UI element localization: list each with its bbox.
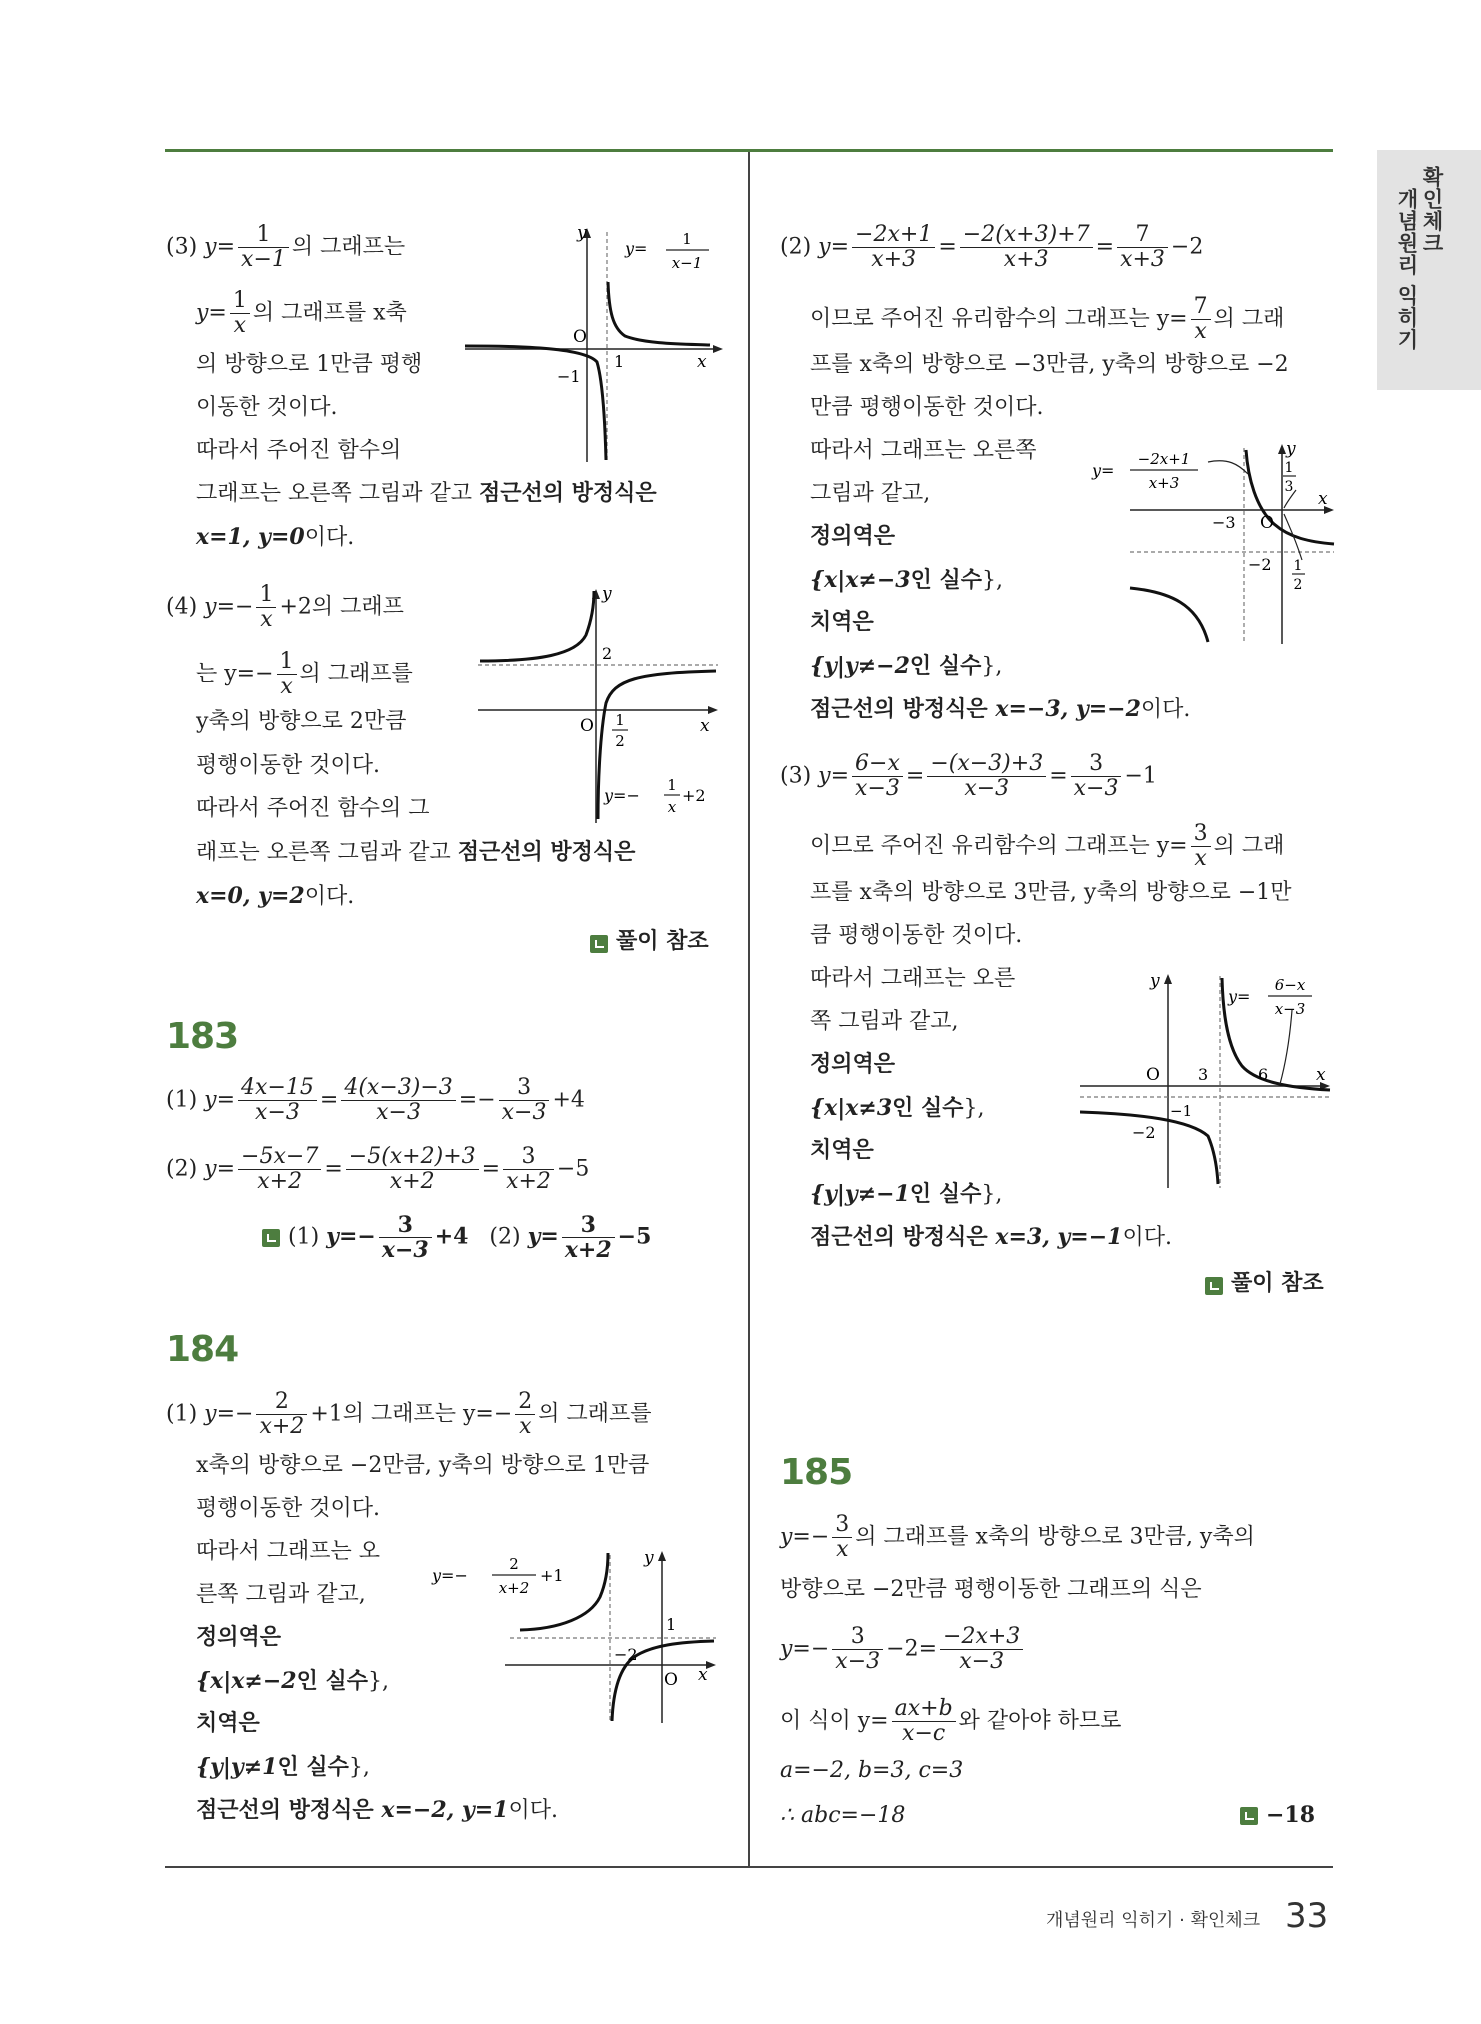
svg-text:−1: −1 [1170,1102,1193,1120]
svg-text:3: 3 [1284,479,1294,495]
p182-4-line7: x=0, y=2이다. [196,883,355,909]
axis-y-label: y [577,223,587,243]
p182r-3-line7: 정의역은 [810,1052,896,1077]
p183-answer: (1) y=− $\frac{3}{x-3}$ +4 (2) y= $\frac{3}{x+2}$ −5 [262,1213,651,1262]
p184-line9: {y|y≠1인 실수}, [196,1754,370,1780]
svg-text:−2: −2 [1132,1123,1156,1142]
svg-text:2: 2 [602,644,613,663]
footer-text: 개념원리 익히기 · 확인체크 [1046,1910,1261,1931]
svg-text:y=: y= [1228,987,1251,1006]
p182-3-line4: 이동한 것이다. [196,395,338,420]
p185-answer: −18 [1240,1804,1315,1826]
tick-1: 1 [614,352,625,371]
svg-text:y: y [644,1548,654,1568]
svg-text:y: y [1286,439,1296,459]
svg-text:−3: −3 [1212,513,1236,532]
svg-text:1: 1 [1293,558,1303,574]
p185-line4: 이 식이 y= $\frac{ax+b}{x-c}$ 와 같아야 하므로 [780,1696,1122,1747]
p184-line5: 른쪽 그림과 같고, [196,1582,366,1607]
bottom-rule [165,1866,1333,1868]
svg-text:y: y [1150,971,1160,991]
svg-text:1: 1 [666,1615,677,1634]
svg-text:2: 2 [509,1555,519,1573]
svg-text:x+2: x+2 [498,1579,530,1597]
p182r-2-line3: 프를 x축의 방향으로 −3만큼, y축의 방향으로 −2 [810,352,1289,377]
p185-line3: y=− $\frac{3}{x-3}$ −2= $\frac{-2x+3}{x-3}$ [780,1625,1026,1674]
side-tab-line2: 개념원리 익히기 [1395,188,1419,351]
p182-answer-ref: 풀이 참조 [590,924,709,955]
origin-label: O [573,327,587,347]
p182r-3-line3: 프를 x축의 방향으로 3만큼, y축의 방향으로 −1만 [810,880,1292,905]
p182-4-line5: 따라서 주어진 함수의 그 [196,796,430,821]
svg-text:x−3: x−3 [1274,1000,1306,1018]
column-divider [748,152,750,1867]
svg-text:y=: y= [625,239,648,258]
svg-text:x+3: x+3 [1148,474,1180,492]
problem-183-number: 183 [166,1016,239,1057]
svg-text:x: x [1318,489,1328,509]
p185-line6: ∴ abc=−18 [780,1803,906,1828]
svg-text:1: 1 [667,776,677,794]
p182r-2-line11: 점근선의 방정식은 x=−3, y=−2이다. [810,696,1191,722]
p182r-answer-ref: 풀이 참조 [1205,1266,1324,1297]
svg-text:O: O [1260,513,1274,533]
p182r-3-line5: 따라서 그래프는 오른 [810,966,1016,991]
svg-text:O: O [580,716,594,736]
problem-184-number: 184 [166,1329,239,1370]
svg-text:2: 2 [615,732,625,750]
p182r-2-line7: 정의역은 [810,524,896,549]
p182r-3-line11: 점근선의 방정식은 x=3, y=−1이다. [810,1224,1172,1250]
p184-line1: (1) y=− $\frac{2}{x+2}$ +1의 그래프는 y=− $\frac{2}{x}$ 의 그래프를 [166,1389,652,1440]
graph-182-3 [465,222,730,467]
p182-3-line1: (3) y= $\frac{1}{x-1}$ 의 그래프는 [166,222,406,273]
svg-text:1: 1 [682,230,692,248]
p184-line8: 치역은 [196,1711,260,1736]
p182-4-line4: 평행이동한 것이다. [196,753,381,778]
svg-text:2: 2 [1293,577,1303,593]
svg-text:O: O [1146,1065,1160,1085]
svg-text:+2: +2 [682,786,706,805]
svg-text:y=−: y=− [604,786,640,805]
p182-3-line6: 그래프는 오른쪽 그림과 같고 점근선의 방정식은 [196,481,657,506]
p182r-3-line1: (3) y= $\frac{6-x}{x-3}$ = $\frac{-(x-3)+3}{x-3}$ = $\frac{3}{x-3}$ −1 [780,751,1157,802]
p183-row2: (2) y= $\frac{-5x-7}{x+2}$ = $\frac{-5(x+2)+3}{x+2}$ = $\frac{3}{x+2}$ −5 [166,1144,590,1195]
svg-text:−2: −2 [614,1645,638,1664]
p184-line3: 평행이동한 것이다. [196,1496,381,1521]
svg-text:−2x+1: −2x+1 [1137,450,1191,468]
p185-line2: 방향으로 −2만큼 평행이동한 그래프의 식은 [780,1577,1202,1602]
p182r-2-line8: {x|x≠−3인 실수}, [810,567,1003,593]
svg-text:3: 3 [1198,1065,1209,1084]
p182-3-line2: y= $\frac{1}{x}$ 의 그래프를 x축 [196,288,407,339]
p182r-2-line1: (2) y= $\frac{-2x+1}{x+3}$ = $\frac{-2(x+3)+7}{x+3}$ = $\frac{7}{x+3}$ −2 [780,222,1204,273]
p182r-3-line10: {y|y≠−1인 실수}, [810,1181,1003,1207]
p182-4-line6: 래프는 오른쪽 그림과 같고 점근선의 방정식은 [196,840,636,865]
p184-line2: x축의 방향으로 −2만큼, y축의 방향으로 1만큼 [196,1453,650,1478]
axis-x-label: x [697,352,707,372]
svg-text:O: O [664,1670,678,1690]
answer-check-icon [590,935,608,953]
answer-check-icon [1205,1277,1223,1295]
answer-check-icon [262,1229,280,1247]
p184-line7: {x|x≠−2인 실수}, [196,1668,389,1694]
p182-4-line1: (4) y=− $\frac{1}{x}$ +2의 그래프 [166,582,404,633]
tick-neg1: −1 [557,367,581,386]
p182-4-line2: 는 y=− $\frac{1}{x}$ 의 그래프를 [196,649,413,700]
problem-185-number: 185 [780,1452,853,1493]
p182r-3-line9: 치역은 [810,1138,874,1163]
svg-text:y: y [602,584,612,604]
p182r-3-line8: {x|x≠3인 실수}, [810,1095,985,1121]
p185-line5: a=−2, b=3, c=3 [780,1758,964,1783]
graph-182-4 [478,583,728,828]
p182-3-line5: 따라서 주어진 함수의 [196,438,402,463]
p182r-2-line4: 만큼 평행이동한 것이다. [810,395,1044,420]
side-tab-line1: 확인체크 [1420,166,1444,254]
graph-182r-2 [1090,438,1335,648]
graph-184 [430,1545,730,1725]
svg-text:6−x: 6−x [1274,976,1306,994]
page-number: 33 [1285,1896,1329,1936]
graph-182r-3 [1080,966,1335,1191]
p184-line10: 점근선의 방정식은 x=−2, y=1이다. [196,1797,558,1823]
p182-4-line3: y축의 방향으로 2만큼 [196,709,407,734]
p184-line6: 정의역은 [196,1625,282,1650]
svg-text:−2: −2 [1248,555,1272,574]
svg-text:1: 1 [1284,460,1294,476]
p182r-2-line5: 따라서 그래프는 오른쪽 [810,438,1037,463]
p184-line4: 따라서 그래프는 오 [196,1539,381,1564]
p185-line1: y=− $\frac{3}{x}$ 의 그래프를 x축의 방향으로 3만큼, y축의 [780,1512,1255,1563]
svg-text:x−1: x−1 [671,254,703,272]
p182-3-line7: x=1, y=0이다. [196,524,355,550]
svg-text:x: x [700,716,710,736]
p182r-2-line6: 그림과 같고, [810,481,931,506]
p182r-2-line9: 치역은 [810,610,874,635]
answer-check-icon [1240,1807,1258,1825]
svg-text:+1: +1 [540,1566,564,1585]
p182r-3-line4: 큼 평행이동한 것이다. [810,923,1023,948]
p182r-3-line2: 이므로 주어진 유리함수의 그래프는 y= $\frac{3}{x}$ 의 그래 [810,821,1285,872]
p182r-2-line2: 이므로 주어진 유리함수의 그래프는 y= $\frac{7}{x}$ 의 그래 [810,294,1285,345]
p182r-3-line6: 쪽 그림과 같고, [810,1009,959,1034]
p183-row1: (1) y= $\frac{4x-15}{x-3}$ = $\frac{4(x-3)-3}{x-3}$ =− $\frac{3}{x-3}$ +4 [166,1075,585,1126]
svg-text:x: x [667,798,677,816]
svg-text:y=: y= [1092,461,1115,480]
svg-text:x: x [1316,1065,1326,1085]
p182r-2-line10: {y|y≠−2인 실수}, [810,653,1003,679]
p182-3-line3: 의 방향으로 1만큼 평행 [196,352,423,377]
svg-text:y=−: y=− [432,1566,468,1585]
svg-text:x: x [698,1665,708,1685]
svg-text:6: 6 [1258,1065,1269,1084]
svg-text:1: 1 [615,711,625,729]
